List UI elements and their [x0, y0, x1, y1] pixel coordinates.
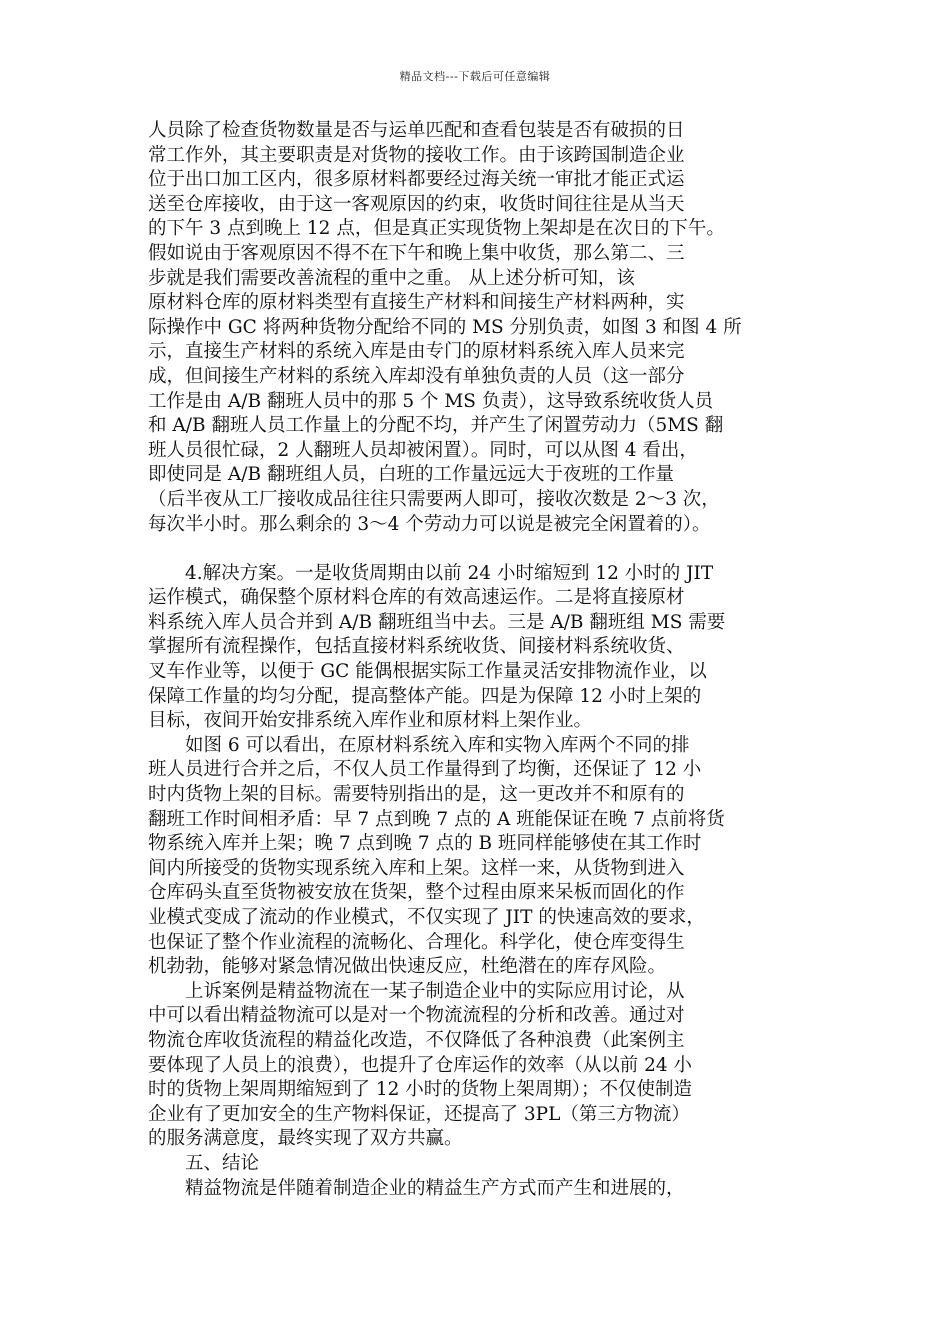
text-line: 假如说由于客观原因不得不在下午和晚上集中收货，那么第二、三: [148, 242, 685, 264]
text-line: 精益物流是伴随着制造企业的精益生产方式而产生和进展的，: [148, 1177, 685, 1199]
text-line: 步就是我们需要改善流程的重中之重。 从上述分析可知，该: [148, 267, 635, 289]
text-line: 时内货物上架的目标。需要特别指出的是，这一更改并不和原有的: [148, 784, 685, 806]
text-line: 物系统入库并上架；晚 7 点到晚 7 点的 B 班同样能够使在其工作时: [148, 833, 702, 855]
text-line: 机勃勃，能够对紧急情况做出快速反应，杜绝潜在的库存风险。: [148, 956, 667, 978]
text-line: 即使同是 A/B 翻班组人员，白班的工作量远远大于夜班的工作量: [148, 464, 674, 486]
text-line: 示，直接生产材料的系统入库是由专门的原材料系统入库人员来完: [148, 341, 685, 363]
text-line: 如图 6 可以看出，在原材料系统入库和实物入库两个不同的排: [148, 734, 690, 756]
text-line: 4.解决方案。一是收货周期由以前 24 小时缩短到 12 小时的 JIT: [148, 562, 714, 584]
text-line: 时的货物上架周期缩短到了 12 小时的货物上架周期）；不仅使制造: [148, 1079, 693, 1101]
text-line: 班人员进行合并之后，不仅人员工作量得到了均衡，还保证了 12 小: [148, 759, 702, 781]
text-line: 位于出口加工区内，很多原材料都要经过海关统一审批才能正式运: [148, 169, 685, 191]
text-line: 的服务满意度，最终实现了双方共赢。: [148, 1128, 463, 1150]
text-line: 中可以看出精益物流可以是对一个物流流程的分析和改善。通过对: [148, 1005, 685, 1027]
text-line: 料系统入库人员合并到 A/B 翻班组当中去。三是 A/B 翻班组 MS 需要: [148, 611, 726, 633]
text-line: 企业有了更加安全的生产物料保证，还提高了 3PL（第三方物流）: [148, 1103, 690, 1125]
text-line: 五、结论: [148, 1152, 260, 1174]
text-line: 翻班工作时间相矛盾：早 7 点到晚 7 点的 A 班能保证在晚 7 点前将货: [148, 808, 725, 830]
text-line: 成，但间接生产材料的系统入库却没有单独负责的人员（这一部分: [148, 365, 685, 387]
text-line: 际操作中 GC 将两种货物分配给不同的 MS 分别负责，如图 3 和图 4 所: [148, 316, 742, 338]
text-line: 掌握所有流程操作，包括直接材料系统收货、间接材料系统收货、: [148, 636, 685, 658]
text-line: 每次半小时。那么剩余的 3～4 个劳动力可以说是被完全闲置着的）。: [148, 513, 711, 535]
text-line: 保障工作量的均匀分配，提高整体产能。四是为保障 12 小时上架的: [148, 685, 702, 707]
text-line: 人员除了检查货物数量是否与运单匹配和查看包装是否有破损的日: [148, 120, 685, 141]
paragraph-gap: [148, 537, 814, 562]
page-header: 精品文档---下载后可任意编辑: [399, 70, 551, 83]
text-line: 叉车作业等，以便于 GC 能偶根据实际工作量灵活安排物流作业，以: [148, 661, 707, 683]
text-line: 间内所接受的货物实现系统入库和上架。这样一来，从货物到进入: [148, 857, 685, 879]
text-line: 也保证了整个作业流程的流畅化、合理化。科学化，使仓库变得生: [148, 931, 685, 953]
text-line: 要体现了人员上的浪费），也提升了仓库运作的效率（从以前 24 小: [148, 1054, 693, 1076]
text-line: 送至仓库接收，由于这一客观原因的约束，收货时间往往是从当天: [148, 193, 685, 215]
text-line: 原材料仓库的原材料类型有直接生产材料和间接生产材料两种，实: [148, 292, 685, 314]
text-line: （后半夜从工厂接收成品往往只需要两人即可，接收次数是 2～3 次，: [148, 488, 720, 510]
text-line: 上诉案例是精益物流在一某子制造企业中的实际应用讨论，从: [148, 980, 685, 1002]
document-body: [148, 119, 814, 1201]
text-line: 物流仓库收货流程的精益化改造，不仅降低了各种浪费（此案例主: [148, 1029, 685, 1051]
text-line: 运作模式，确保整个原材料仓库的有效高速运作。二是将直接原材: [148, 587, 685, 609]
text-line: 的下午 3 点到晚上 12 点，但是真正实现货物上架却是在次日的下午。: [148, 218, 725, 240]
text-line: 目标，夜间开始安排系统入库作业和原材料上架作业。: [148, 710, 593, 732]
text-line: 业模式变成了流动的作业模式，不仅实现了 JIT 的快速高效的要求，: [148, 907, 705, 928]
text-line: 工作是由 A/B 翻班人员中的那 5 个 MS 负责），这导致系统收货人员: [148, 390, 714, 412]
text-line: 仓库码头直至货物被安放在货架，整个过程由原来呆板而固化的作: [148, 882, 685, 904]
text-line: 班人员很忙碌，2 人翻班人员却被闲置）。同时，可以从图 4 看出，: [148, 439, 698, 461]
text-line: 和 A/B 翻班人员工作量上的分配不均，并产生了闲置劳动力（5MS 翻: [148, 415, 724, 437]
text-line: 常工作外，其主要职责是对货物的接收工作。由于该跨国制造企业: [148, 144, 685, 166]
